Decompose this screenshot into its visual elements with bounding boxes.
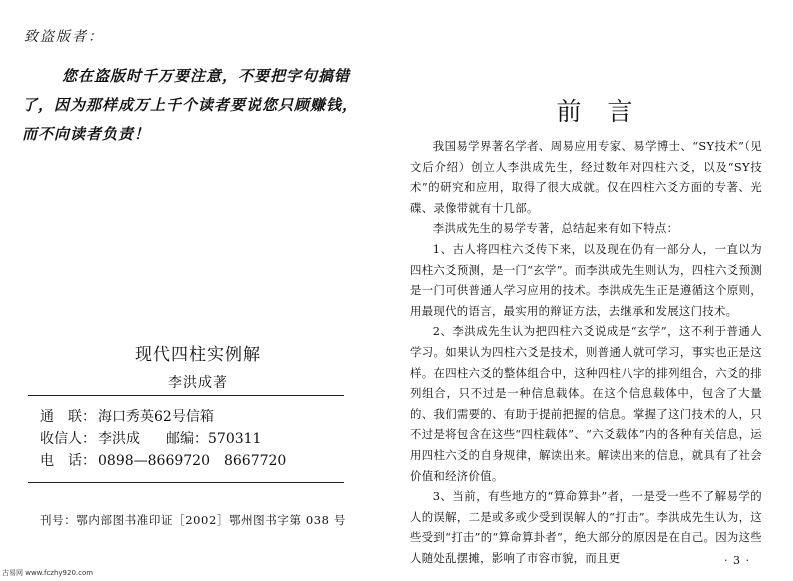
paragraph: 1、古人将四柱六爻传下来，以及现在仍有一部分人，一直以为四柱六爻预测，是一门“玄学”。而李洪成先生则认为，四柱六爻预测是一门可供普通人学习应用的技术。李洪成先生正是遵循这个原则，用最现代的语言，最实用的辩证方法，去继承和发展这门技术。 (410, 241, 762, 318)
phone-value-2: 8667720 (223, 453, 287, 469)
paragraph: 我国易学界著名学者、周易应用专家、易学博士、“SY技术”（见文后介绍）创立人李洪成先生，经过数年对四柱六爻，以及“SY技术”的研究和应用，取得了很大成就。仅在四柱六爻方面的专著、光碟、录像带就有十几部。 (410, 139, 762, 215)
paragraph: 李洪成先生的易学专著，总结起来有如下特点： (432, 221, 679, 236)
book-title: 现代四柱实例解 (135, 345, 261, 365)
book-author: 李洪成著 (168, 375, 228, 391)
phone-label: 电 话： (40, 453, 96, 469)
divider-top (28, 395, 344, 396)
notice-title: 致盗版者： (24, 29, 104, 45)
recipient-value: 李洪成 (98, 431, 140, 447)
address-value: 海口秀英62号信箱 (98, 409, 214, 425)
left-page (0, 0, 396, 581)
notice-body: 您在盗版时千万要注意，不要把字句搞错了，因为那样成万上千个读者要说您只顾赚钱，而不向读者负责！ (22, 67, 359, 143)
preface-heading: 前言 (556, 97, 659, 126)
zip-value: 570311 (208, 431, 262, 447)
right-page (396, 0, 793, 581)
publication-number: 刊号：鄂内部图书准印证［2002］鄂州图书字第 038 号 (40, 513, 346, 527)
site-watermark: 古易网 www.fczhy920.com (2, 569, 94, 577)
contact-block (40, 406, 286, 472)
zip-label: 邮编： (166, 431, 208, 447)
preface-text (410, 136, 762, 568)
recipient-label: 收信人： (40, 431, 96, 447)
phone-row (40, 450, 286, 472)
recipient-row (40, 428, 286, 450)
address-row (40, 406, 286, 428)
paragraph: 3、当前，有些地方的“算命算卦”者，一是受一些不了解易学的人的误解，二是或多或少受到误解人的“打击”。李洪成先生认为，这些受到“打击”的“算命算卦者”，绝大部分的原因是在自己。因为这些人随处乱摆摊，影响了市容市貌，而且更 (410, 489, 762, 565)
phone-value-1: 0898—8669720 (98, 453, 210, 469)
address-label: 通 联： (40, 409, 96, 425)
page-number: · 3 · (724, 554, 750, 567)
divider-bottom (28, 482, 344, 483)
paragraph: 2、李洪成先生认为把四柱六爻说成是“玄学”，这不利于普通人学习。如果认为四柱六爻是技术，则普通人就可学习，事实也正是这样。在四柱六爻的整体组合中，这种四柱八字的排列组合，六爻的排列组合，只不过是一种信息载体。在这个信息载体中，包含了大量的、我们需要的、有助于提前把握的信息。掌握了这门技术的人，只不过是将包含在这些“四柱载体”、“六爻载体”内的各种有关信息，运用四柱六爻的自身规律，解读出来。解读出来的信息，就具有了社会价值和经济价值。 (410, 324, 762, 483)
